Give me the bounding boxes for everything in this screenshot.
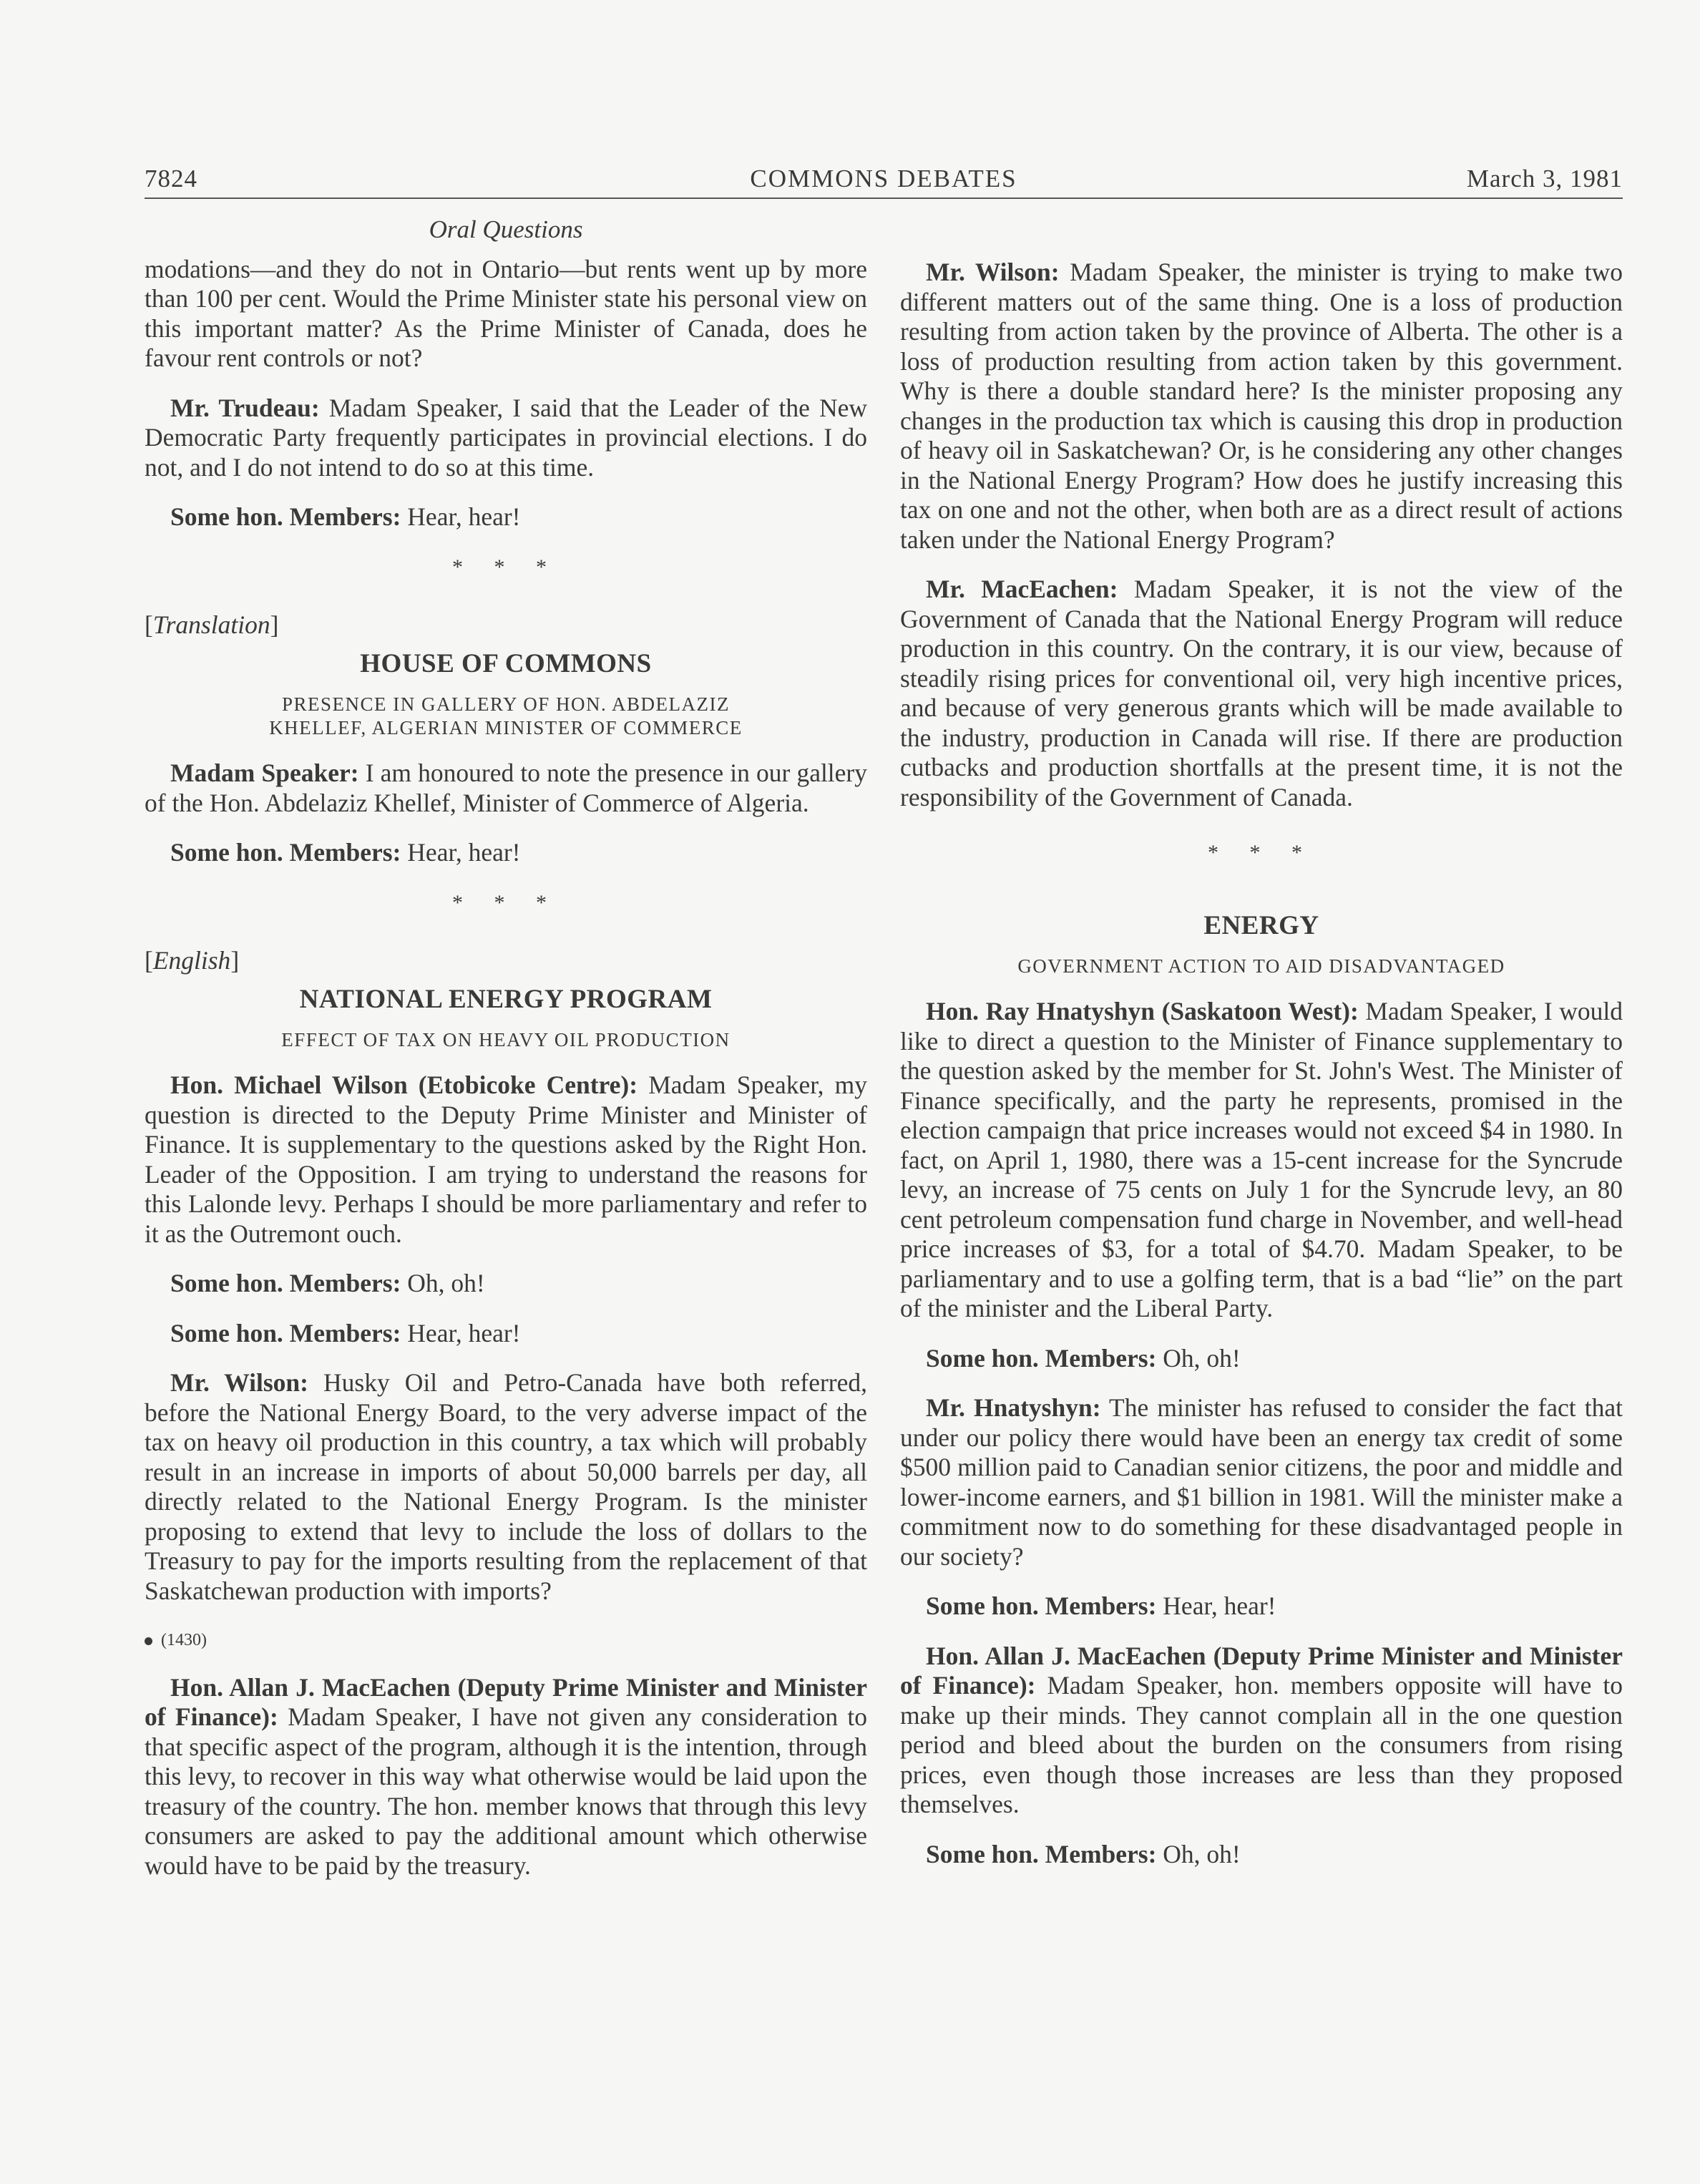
page-number: 7824 <box>145 165 197 192</box>
speaker-name: Mr. Wilson: <box>170 1368 308 1397</box>
speaker-name: Madam Speaker: <box>170 759 359 787</box>
section-label: Oral Questions <box>429 215 583 243</box>
paragraph: modations—and they do not in Ontario—but rents went up by more than 100 per cent. Would the Prime Minister state his personal view on this important matter? As the Prime Minister of Canada, does he favour rent controls or not? <box>145 254 867 372</box>
speaker-name: Some hon. Members: <box>170 1318 401 1347</box>
publication-title: COMMONS DEBATES <box>750 165 1017 192</box>
speaker-name: Some hon. Members: <box>170 502 401 531</box>
paragraph: Some hon. Members: Hear, hear! <box>926 1591 1276 1620</box>
publication-date: March 3, 1981 <box>1466 165 1623 192</box>
language-note: [Translation] <box>145 610 279 639</box>
time-marker: (1430) <box>145 1626 867 1656</box>
paragraph: Hon. Michael Wilson (Etobicoke Centre): Madam Speaker, my question is directed to the Deputy Prime Minister and Minister of Finance. It is supplementary to the questions asked by the Right Hon. Leader of the Opposition. I am trying to understand the reasons for this Lalonde levy. Perhaps I should be more parliamentary and refer to it as the Outremont ouch. <box>145 1071 867 1248</box>
section-subheading: PRESENCE IN GALLERY OF HON. ABDELAZIZ KHELLEF, ALGERIAN MINISTER OF COMMERCE <box>269 693 743 738</box>
speaker-name: Mr. MacEachen: <box>926 575 1118 603</box>
paragraph: Mr. Wilson: Madam Speaker, the minister is trying to make two different matters out of the same thing. One is a loss of production resulting from action taken by the province of Alberta. The other is a loss of production resulting from action taken by this government. Why is there a double standard here? Is the minister proposing any changes in the production tax which is causing this drop in production of heavy oil in Saskatchewan? Or, is he considering any other changes in the National Energy Program? How does he justify increasing this tax on one and not the other, when both are as a direct result of actions taken under the National Energy Program? <box>900 258 1623 554</box>
running-header <box>145 162 1623 199</box>
speaker-name: Hon. Ray Hnatyshyn (Saskatoon West): <box>926 997 1359 1025</box>
bullet-icon <box>145 1637 152 1645</box>
paragraph: Some hon. Members: Hear, hear! <box>170 1318 521 1347</box>
speaker-name: Mr. Trudeau: <box>170 393 320 422</box>
paragraph: Mr. MacEachen: Madam Speaker, it is not the view of the Government of Canada that the National Energy Program will reduce production in this country. On the contrary, it is our view, because of steadily rising prices for conventional oil, very high incentive prices, and because of very generous grants which will be made available to the industry, production in Canada will rise. If there are production cutbacks and production shortfalls at the present time, it is not the responsibility of the Government of Canada. <box>900 575 1623 811</box>
speaker-name: Mr. Wilson: <box>926 258 1060 286</box>
paragraph: Mr. Trudeau: Madam Speaker, I said that the Leader of the New Democratic Party frequently participates in provincial elections. I do not, and I do not intend to do so at this time. <box>145 393 867 482</box>
section-divider: * * * <box>452 555 560 579</box>
paragraph: Mr. Wilson: Husky Oil and Petro-Canada have both referred, before the National Energy Board, to the very adverse impact of the tax on heavy oil production in this country, a tax which will probably result in an increase in imports of about 50,000 barrels per day, all directly related to the National Energy Program. Is the minister proposing to extend that levy to include the loss of dollars to the Treasury to pay for the imports resulting from the replacement of that Saskatchewan production with imports? <box>145 1368 867 1605</box>
speaker-name: Some hon. Members: <box>170 838 401 867</box>
section-divider: * * * <box>1208 841 1315 864</box>
paragraph: Hon. Ray Hnatyshyn (Saskatoon West): Madam Speaker, I would like to direct a question to the Minister of Finance supplementary to the question asked by the member for St. John's West. The Minister of Finance specifically, and the party he represents, promised in the election campaign that price increases would not exceed $4 in 1980. In fact, on April 1, 1980, there was a 15-cent increase for the Syncrude levy, an increase of 75 cents on July 1 for the Syncrude levy, an 80 cent petroleum compensation fund charge in November, and well-head price increases of $3, for a total of $4.70. Madam Speaker, to be parliamentary and to use a golfing term, that is a bad “lie” on the part of the minister and the Liberal Party. <box>900 997 1623 1322</box>
right-column <box>900 258 1623 1889</box>
paragraph: Mr. Hnatyshyn: The minister has refused to consider the fact that under our policy there would have been an energy tax credit of some $500 million paid to Canadian senior citizens, the poor and middle and lower-income earners, and $1 billion in 1981. Will the minister make a commitment now to do something for these disadvantaged people in our society? <box>900 1393 1623 1571</box>
speaker-name: Some hon. Members: <box>926 1591 1157 1620</box>
speaker-name: Hon. Allan J. MacEachen (Deputy Prime Minister and Minister of Finance): <box>145 1672 867 1731</box>
speaker-name: Some hon. Members: <box>926 1343 1157 1373</box>
section-heading: ENERGY <box>1203 910 1319 940</box>
left-column <box>145 215 867 1901</box>
section-divider: * * * <box>452 890 560 915</box>
section-heading: HOUSE OF COMMONS <box>360 648 652 678</box>
speaker-name: Hon. Allan J. MacEachen (Deputy Prime Minister and Minister of Finance): <box>900 1641 1623 1700</box>
speaker-name: Mr. Hnatyshyn: <box>926 1393 1101 1422</box>
speaker-name: Some hon. Members: <box>170 1269 401 1297</box>
paragraph: Hon. Allan J. MacEachen (Deputy Prime Minister and Minister of Finance): Madam Speaker, hon. members opposite will have to make up their minds. They cannot complain all in the one question period and bleed about the burden on the consumers from rising prices, even though those increases are less than they proposed themselves. <box>900 1641 1623 1818</box>
speaker-name: Some hon. Members: <box>926 1839 1157 1868</box>
paragraph: Some hon. Members: Oh, oh! <box>926 1343 1241 1373</box>
speaker-name: Hon. Michael Wilson (Etobicoke Centre): <box>170 1071 638 1099</box>
language-note: [English] <box>145 946 240 975</box>
section-subheading: EFFECT OF TAX ON HEAVY OIL PRODUCTION <box>281 1029 731 1050</box>
paragraph: Madam Speaker: I am honoured to note the presence in our gallery of the Hon. Abdelaziz Khellef, Minister of Commerce of Algeria. <box>145 759 867 817</box>
paragraph: Some hon. Members: Oh, oh! <box>170 1269 485 1297</box>
paragraph: Some hon. Members: Oh, oh! <box>926 1839 1241 1868</box>
paragraph: Hon. Allan J. MacEachen (Deputy Prime Minister and Minister of Finance): Madam Speaker, I have not given any consideration to that specific aspect of the program, although it is the intention, through this levy, to recover in this way what otherwise would be laid upon the treasury of the country. The hon. member knows that through this levy consumers are asked to pay the additional amount which otherwise would have to be paid by the treasury. <box>145 1672 867 1880</box>
paragraph: Some hon. Members: Hear, hear! <box>170 838 521 867</box>
paragraph: Some hon. Members: Hear, hear! <box>170 502 521 531</box>
section-subheading: GOVERNMENT ACTION TO AID DISADVANTAGED <box>1017 955 1505 977</box>
section-heading: NATIONAL ENERGY PROGRAM <box>299 984 713 1014</box>
